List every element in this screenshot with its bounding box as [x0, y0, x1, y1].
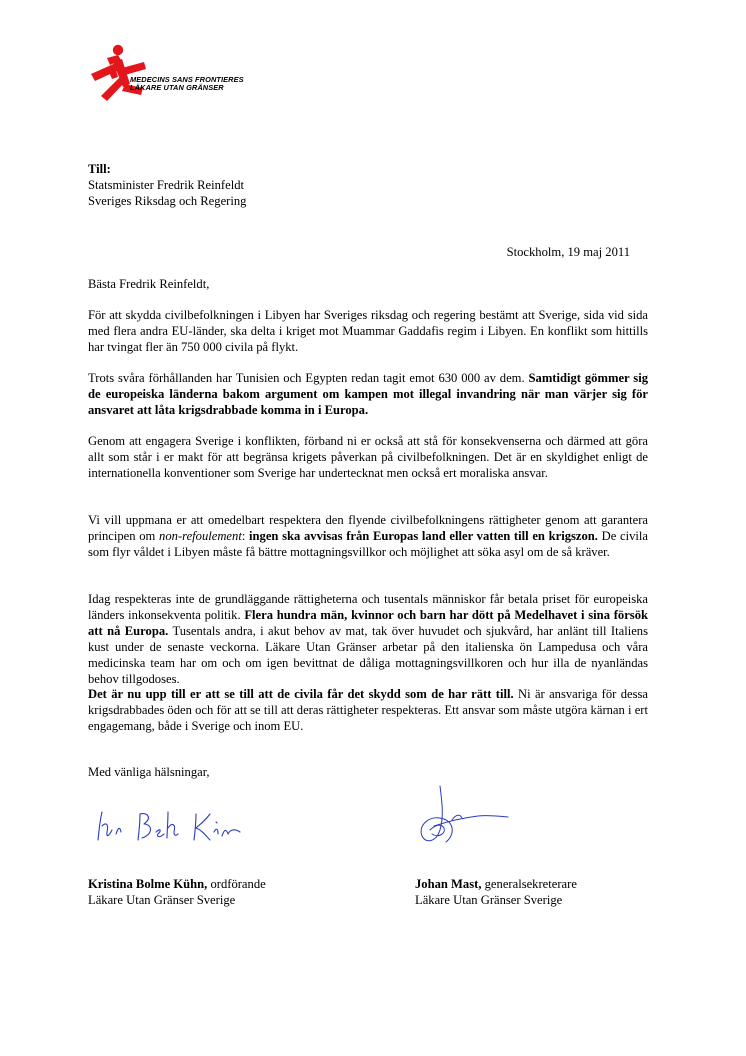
- paragraph-5-text-b: Tusentals andra, i akut behov av mat, tak över huvudet och sjukvård, har anlänt till Italiens kust under de senaste veckorna. Läkare Utan Gränser arbetar på den italienska ön Lampedusa och våra medicinska team har om och om igen bevittnat de dåliga mottagningsvillkoren och hur illa de nyanländas behov tillgodoses.: [88, 624, 649, 686]
- signature-kristina: [92, 806, 252, 852]
- signer-2-org: Läkare Utan Gränser Sverige: [415, 893, 563, 907]
- paragraph-4-text-b: :: [241, 529, 250, 543]
- logo-line-2: LÄKARE UTAN GRÄNSER: [130, 83, 224, 93]
- paragraph-5: [88, 591, 648, 687]
- paragraph-2: [88, 370, 648, 418]
- paragraph-6: [88, 686, 648, 734]
- recipient-block: [88, 161, 648, 209]
- paragraph-2-text: Trots svåra förhållanden har Tunisien och Egypten redan tagit emot 630 000 av dem.: [88, 371, 529, 385]
- msf-running-man-icon: [88, 44, 258, 104]
- paragraph-4: [88, 512, 648, 560]
- signature-johan: [412, 780, 522, 862]
- paragraph-4-bold: ingen ska avvisas från Europas land eller vatten till en krigszon.: [249, 529, 598, 543]
- signer-2: [415, 876, 577, 908]
- signer-1-org: Läkare Utan Gränser Sverige: [88, 893, 236, 907]
- paragraph-4-text-a: Vi vill uppmana er att omedelbart respektera den flyende civilbefolkningens rättigheter genom att garantera principen om: [88, 513, 648, 543]
- signer-1-name: Kristina Bolme Kühn,: [88, 877, 208, 891]
- recipient-line-1: Statsminister Fredrik Reinfeldt: [88, 178, 245, 192]
- paragraph-2-bold: Samtidigt gömmer sig de europeiska länderna bakom argument om kampen mot illegal invandring när man värjer sig för ansvaret att låta krigsdrabbade komma in i Europa.: [88, 371, 649, 417]
- paragraph-5-text-a: Idag respekteras inte de grundläggande rättigheterna och tusentals människor får betala priset för europeiska länders inkonsekventa politik.: [88, 592, 648, 622]
- paragraph-6-bold: Det är nu upp till er att se till att de civila får det skydd som de har rätt till.: [88, 687, 514, 701]
- signer-1: [88, 876, 266, 908]
- logo-wordmark: [130, 76, 244, 93]
- logo-line-1: MEDECINS SANS FRONTIERES: [130, 75, 244, 84]
- paragraph-6-text: Ni är ansvariga för dessa krigsdrabbades öden och för att se till att deras rättigheter respekteras. Ett ansvar som måste utgöra kärnan i ert engagemang, både i Sverige och inom EU.: [88, 687, 648, 733]
- recipient-label: Till:: [88, 162, 111, 176]
- signer-2-name: Johan Mast,: [415, 877, 482, 891]
- place-date: Stockholm, 19 maj 2011: [506, 245, 630, 259]
- greeting: Bästa Fredrik Reinfeldt,: [88, 277, 210, 291]
- recipient-line-2: Sveriges Riksdag och Regering: [88, 194, 247, 208]
- paragraph-1: För att skydda civilbefolkningen i Libyen har Sveriges riksdag och regering bestämt att Sverige, sida vid sida med flera andra EU-länder, ska delta i kriget mot Muammar Gaddafis regim i Libyen. En konflikt som hittills har tvingat fler än 750 000 civila på flykt.: [88, 308, 648, 354]
- signer-1-role: ordförande: [207, 877, 266, 891]
- paragraph-4-text-c: De civila som flyr våldet i Libyen måste få bättre mottagningsvillkor och möjlighet att söka asyl om de så kräver.: [88, 529, 648, 559]
- paragraph-5-bold: Flera hundra män, kvinnor och barn har dött på Medelhavet i sina försök att nå Europa.: [88, 608, 649, 638]
- paragraph-3: Genom att engagera Sverige i konflikten, förband ni er också att stå för konsekvenserna och därmed att göra allt som står i er makt för att begränsa krigets påverkan på civilbefolkningen. Det är en skyldighet enligt de internationella konventioner som Sverige har undertecknat men också ert moraliska ansvar.: [88, 434, 648, 480]
- closing: Med vänliga hälsningar,: [88, 765, 210, 779]
- signer-2-role: generalsekreterare: [481, 877, 577, 891]
- paragraph-4-italic: non-refoulement: [159, 529, 242, 543]
